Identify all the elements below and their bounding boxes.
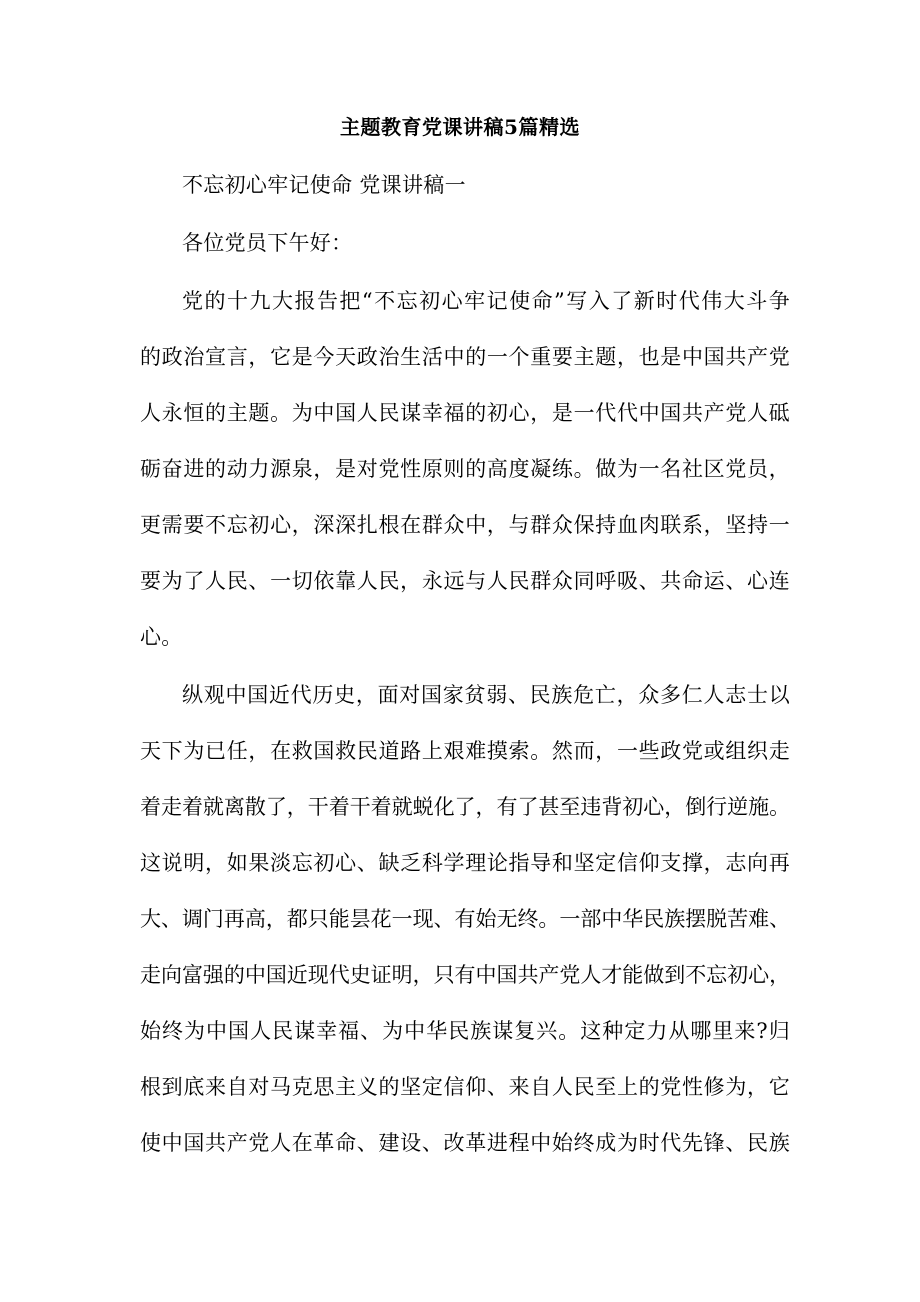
paragraph-line: 纵观中国近代历史，面对国家贫弱、民族危亡，众多仁人志士以 — [182, 683, 790, 707]
paragraph-line: 更需要不忘初心，深深扎根在群众中，与群众保持血肉联系，坚持一 — [140, 513, 790, 537]
paragraph-line: 人永恒的主题。为中国人民谋幸福的初心，是一代代中国共产党人砥 — [140, 401, 790, 425]
paragraph-line: 着走着就离散了，干着干着就蜕化了，有了甚至违背初心，倒行逆施。 — [140, 795, 790, 819]
paragraph-line: 砺奋进的动力源泉，是对党性原则的高度凝练。做为一名社区党员， — [140, 457, 790, 481]
paragraph-line: 使中国共产党人在革命、建设、改革进程中始终成为时代先锋、民族 — [140, 1131, 790, 1155]
document-title: 主题教育党课讲稿5篇精选 — [340, 115, 580, 139]
paragraph-line: 党的十九大报告把“不忘初心牢记使命”写入了新时代伟大斗争 — [182, 289, 790, 313]
greeting-line: 各位党员下午好： — [182, 231, 353, 255]
paragraph-line: 根到底来自对马克思主义的坚定信仰、来自人民至上的党性修为，它 — [140, 1075, 790, 1099]
paragraph-line: 始终为中国人民谋幸福、为中华民族谋复兴。这种定力从哪里来?归 — [140, 1019, 790, 1043]
paragraph-line: 大、调门再高，都只能昙花一现、有始无终。一部中华民族摆脱苦难、 — [140, 907, 790, 931]
paragraph-line: 天下为已任，在救国救民道路上艰难摸索。然而，一些政党或组织走 — [140, 739, 790, 763]
paragraph-line: 走向富强的中国近现代史证明，只有中国共产党人才能做到不忘初心， — [140, 963, 790, 987]
paragraph-line: 的政治宣言，它是今天政治生活中的一个重要主题，也是中国共产党 — [140, 345, 790, 369]
paragraph-line: 这说明，如果淡忘初心、缺乏科学理论指导和坚定信仰支撑，志向再 — [140, 851, 790, 875]
paragraph-line: 心。 — [140, 625, 183, 649]
paragraph-line: 要为了人民、一切依靠人民，永远与人民群众同呼吸、共命运、心连 — [140, 569, 790, 593]
document-subtitle: 不忘初心牢记使命 党课讲稿一 — [182, 173, 466, 197]
